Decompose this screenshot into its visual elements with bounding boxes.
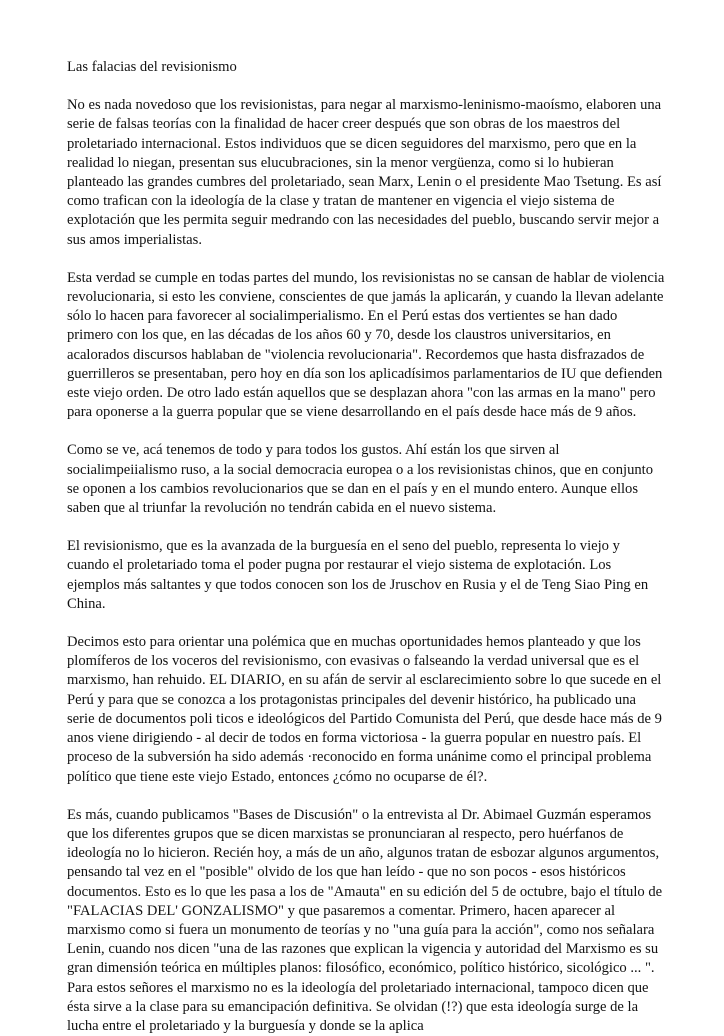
- document-title: Las falacias del revisionismo: [67, 59, 237, 75]
- paragraph-2: Esta verdad se cumple en todas partes del mundo, los revisionistas no se cansan de hablar de violencia revolucionaria, si esto les conviene, conscientes de que jamás la aplicarán, y cuando la llevan adelante sólo lo hacen para favorecer al socialimperialismo. En el Perú estas dos vertientes se han dado primero con los que, en las décadas de los años 60 y 70, desde los claustros universitarios, en acalorados discursos hablaban de "violencia revolucionaria". Recordemos que hasta disfrazados de guerrilleros se presentaban, pero hoy en día son los aplicadísimos parlamentarios de IU que defienden este viejo orden. De otro lado están aquellos que se desplazan ahora "con las armas en la mano" pero para oponerse a la guerra popular que se viene desarrollando en el país desde hace más de 9 años.: [67, 269, 665, 421]
- paragraph-4: El revisionismo, que es la avanzada de la burguesía en el seno del pueblo, representa lo viejo y cuando el proletariado toma el poder pugna por restaurar el viejo sistema de explotación. Los ejemplos más saltantes y que todos conocen son los de Jruschov en Rusia y el de Teng Siao Ping en China.: [67, 538, 649, 612]
- paragraph-6: Es más, cuando publicamos "Bases de Discusión" o la entrevista al Dr. Abimael Guzmán esperamos que los diferentes grupos que se dicen marxistas se pronunciaran al respecto, pero huérfanos de ideología no lo hicieron. Recién hoy, a más de un año, algunos tratan de esbozar algunos argumentos, pensando tal vez en el "posible" olvido de los que han leído - que no son pocos - esos históricos documentos. Esto es lo que les pasa a los de "Amauta" en su edición del 5 de octubre, bajo el título de "FALACIAS DEL' GONZALISMO" y que pasaremos a comentar. Primero, hacen aparecer al marxismo como si fuera un monumento de teorías y no "una guía para la acción", como nos señalara Lenin, cuando nos dicen "una de las razones que explican la vigencia y autoridad del Marxismo es su gran dimensión teórica en múltiples planos: filosófico, económico, político histórico, sicológico ... ". Para estos señores el marxismo no es la ideología del proletariado internacional, tampoco dicen que ésta sirve a la clase para su emancipación definitiva. Se olvidan (!?) que esta ideología surge de la lucha entre el proletariado y la burguesía y donde se la aplica: [67, 806, 663, 1034]
- paragraph-5: Decimos esto para orientar una polémica que en muchas oportunidades hemos planteado y que los plomíferos de los voceros del revisionismo, con evasivas o falseando la verdad universal que es el marxismo, han rehuido. EL DIARIO, en su afán de servir al esclarecimiento sobre lo que sucede en el Perú y para que se conozca a los protagonistas principales del devenir histórico, ha publicado una serie de documentos poli ticos e ideológicos del Partido Comunista del Perú, que desde hace más de 9 anos viene dirigiendo - al decir de todos en forma victoriosa - la guerra popular en nuestro país. El proceso de la subversión ha sido además ·reconocido en forma unánime como el principal problema político que tiene este viejo Estado, entonces ¿cómo no ocuparse de él?.: [67, 634, 662, 785]
- paragraph-1: No es nada novedoso que los revisionistas, para negar al marxismo-leninismo-maoísmo, elaboren una serie de falsas teorías con la finalidad de hacer creer después que son obras de los maestros del proletariado internacional. Estos individuos que se dicen seguidores del marxismo, pero que en la realidad lo niegan, presentan sus elucubraciones, sin la menor vergüenza, como si lo hubieran planteado las grandes cumbres del proletariado, sean Marx, Lenin o el presidente Mao Tsetung. Es así como trafican con la ideología de la clase y tratan de mantener en vigencia el viejo sistema de explotación que les permita seguir medrando con las necesidades del pueblo, buscando servir mejor a sus amos imperialistas.: [67, 97, 662, 248]
- paragraph-3: Como se ve, acá tenemos de todo y para todos los gustos. Ahí están los que sirven al socialimpeiialismo ruso, a la social democracia europea o a los revisionistas chinos, que en conjunto se oponen a los cambios revolucionarios que se dan en el país y en el mundo entero. Aunque ellos saben que al triunfar la revolución no tendrán cabida en el nuevo sistema.: [67, 442, 654, 517]
- document-page: [67, 58, 665, 1036]
